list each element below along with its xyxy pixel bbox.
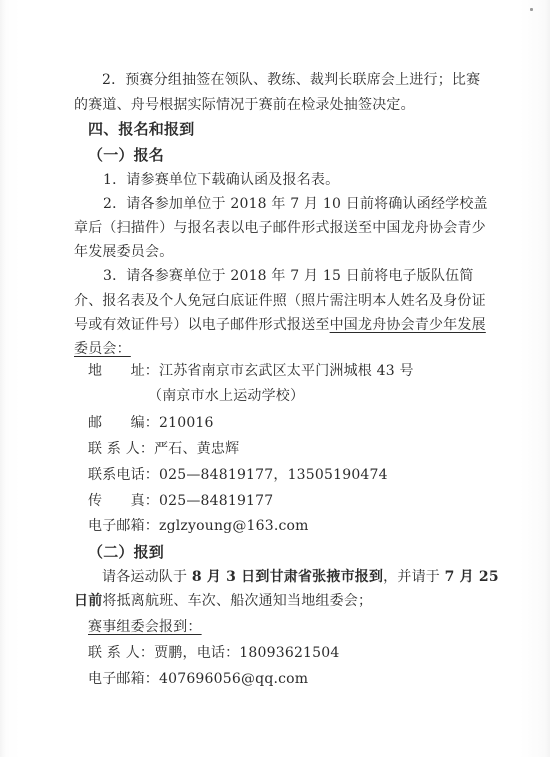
postcode-row (88, 413, 214, 433)
paragraph-line: 1．请参赛单位下载确认函及报名表。 (103, 172, 340, 188)
contact-person-label: 联 系 人： (88, 441, 155, 457)
committee-heading: 赛事组委会报到： (88, 619, 202, 635)
paragraph-text: 号或有效证件号）以电子邮件形式报送至 (74, 317, 330, 333)
email-value: 407696056@qq.com (159, 671, 309, 687)
contact-person-row (88, 439, 239, 459)
phone-value: 025—84819177，13505190474 (159, 467, 388, 483)
paragraph-text: ，并请于 (383, 569, 445, 585)
paragraph-line (74, 315, 486, 335)
paragraph-line: 3．请各参赛单位于 2018 年 7 月 15 日前将电子版队伍简 (103, 268, 474, 284)
paragraph-line (102, 567, 499, 587)
paragraph-line: 章后（扫描件）与报名表以电子邮件形式报送至中国龙舟协会青少 (74, 220, 486, 236)
bold-text: 8 月 3 日到甘肃省张掖市报到 (191, 569, 384, 585)
paragraph-line (74, 591, 372, 611)
subsection-heading: （一）报名 (88, 146, 165, 164)
address-row (88, 361, 414, 381)
address-value: 江苏省南京市玄武区太平门洲城根 43 号 (159, 363, 414, 379)
email-label: 电子邮箱： (88, 671, 159, 687)
contact-person-label: 联 系 人： (88, 645, 155, 661)
paragraph-line: 年发展委员会。 (74, 244, 174, 260)
paragraph-line: 介、报名表及个人免冠白底证件照（照片需注明本人姓名及身份证 (74, 293, 486, 309)
contact-person-value: 严石、黄忠辉 (154, 441, 240, 457)
paragraph-line: 2．请各参加单位于 2018 年 7 月 10 日前将确认函经学校盖 (103, 196, 488, 212)
contact-person-value: 贾鹏，电话：18093621504 (154, 645, 340, 661)
underlined-line: 委员会： (74, 341, 131, 357)
email-label: 电子邮箱： (88, 518, 159, 534)
email-row (88, 669, 308, 689)
fax-row (88, 491, 273, 511)
fax-label: 传 真： (88, 493, 159, 509)
paragraph-text: 请各运动队于 (102, 569, 192, 585)
underlined-text: 中国龙舟协会青少年发展 (329, 317, 486, 333)
postcode-label: 邮 编： (88, 415, 159, 431)
postcode-value: 210016 (159, 415, 214, 431)
contact-person-row (88, 643, 340, 663)
phone-row (88, 465, 388, 485)
email-value: zglzyoung@163.com (159, 518, 309, 534)
email-row (88, 516, 309, 536)
bold-text: 7 月 25 (444, 569, 499, 585)
subsection-heading: （二）报到 (88, 543, 165, 561)
paragraph-text: 将抵离航班、车次、船次通知当地组委会； (102, 593, 373, 609)
phone-label: 联系电话： (88, 467, 159, 483)
fax-value: 025—84819177 (159, 493, 274, 509)
section-heading: 四、报名和报到 (88, 120, 195, 138)
paragraph-line: 2．预赛分组抽签在领队、教练、裁判长联席会上进行；比赛 (102, 72, 481, 88)
paragraph-line: 的赛道、舟号根据实际情况于赛前在检录处抽签决定。 (74, 97, 415, 113)
scan-mark (530, 8, 533, 11)
address-note: （南京市水上运动学校） (148, 388, 305, 404)
bold-text: 日前 (74, 593, 103, 609)
address-label: 地 址： (88, 363, 159, 379)
